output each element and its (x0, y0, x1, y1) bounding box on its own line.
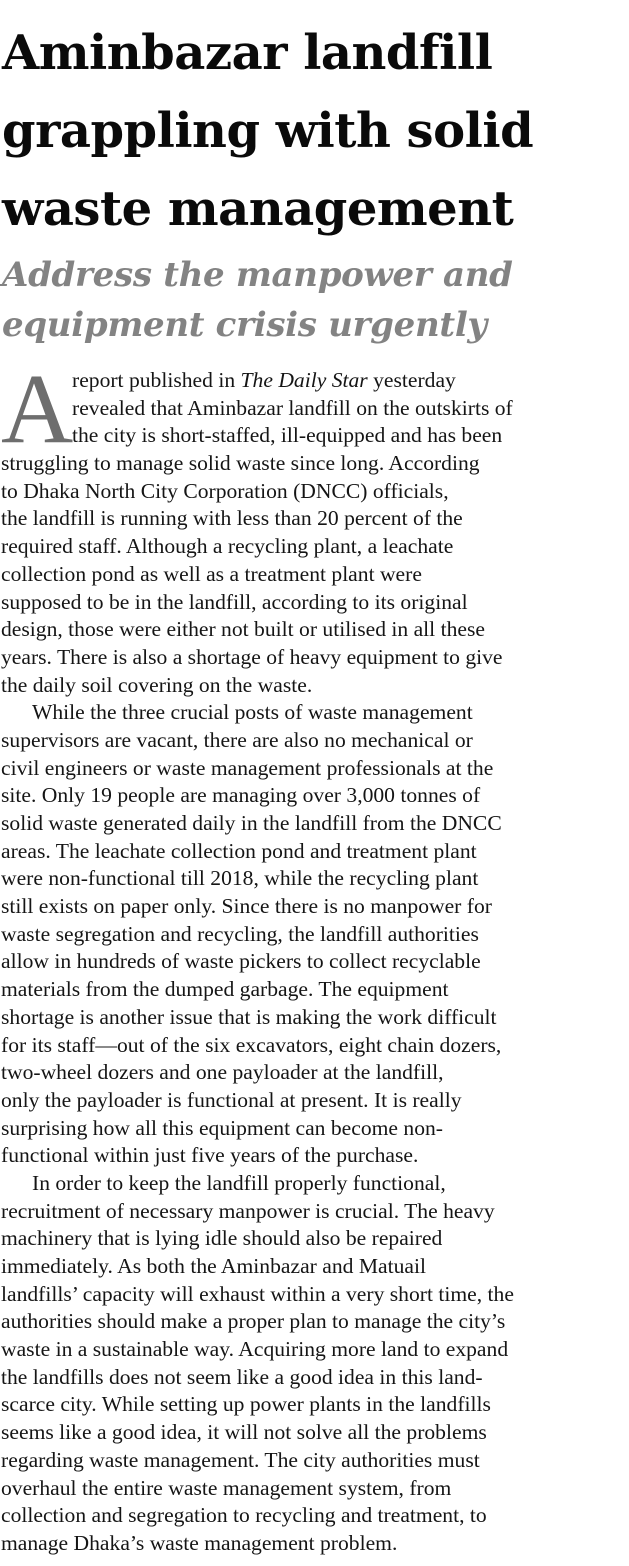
body-line: supervisors are vacant, there are also no mechanical or (1, 727, 473, 752)
body-line: landfills’ capacity will exhaust within a very short time, the (1, 1281, 514, 1306)
body-line: waste in a sustainable way. Acquiring more land to expand (1, 1337, 509, 1362)
body-line: regarding waste management. The city authorities must (1, 1447, 480, 1472)
body-line: In order to keep the landfill properly functional, (32, 1170, 446, 1195)
body-line: supposed to be in the landfill, according to its original (1, 589, 468, 614)
body-line: required staff. Although a recycling plant, a leachate (1, 534, 454, 559)
subheadline-line: equipment crisis urgently (2, 305, 487, 345)
body-line: were non-functional till 2018, while the recycling plant (1, 866, 479, 891)
body-line: solid waste generated daily in the landfill from the DNCC (1, 811, 502, 835)
body-line: collection pond as well as a treatment plant were (1, 561, 422, 586)
body-line: years. There is also a shortage of heavy equipment to give (1, 644, 503, 669)
subheadline-line: Address the manpower and (2, 255, 513, 295)
body-line: machinery that is lying idle should also be repaired (1, 1226, 443, 1251)
body-line: areas. The leachate collection pond and treatment plant (1, 838, 477, 863)
body-line (1, 367, 627, 395)
body-line: authorities should make a proper plan to manage the city’s (1, 1309, 506, 1334)
body-line: the city is short-staffed, ill-equipped and has been (72, 423, 503, 448)
body-line: revealed that Aminbazar landfill on the outskirts of (72, 395, 513, 420)
body-line: overhaul the entire waste management system, from (1, 1475, 452, 1500)
body-line: struggling to manage solid waste since long. According (1, 451, 480, 476)
body-line: scarce city. While setting up power plants in the landfills (1, 1392, 491, 1417)
headline-line: Aminbazar landfill (2, 25, 493, 81)
headline (2, 14, 629, 248)
body-line: site. Only 19 people are managing over 3,000 tonnes of (1, 783, 481, 808)
body-line: the daily soil covering on the waste. (1, 672, 313, 697)
publication-name: The Daily Star (240, 368, 368, 392)
body-line: immediately. As both the Aminbazar and Matuail (1, 1254, 426, 1278)
body-text: yesterday (367, 368, 456, 392)
body-line: manage Dhaka’s waste management problem. (1, 1530, 398, 1555)
paragraph-1 (1, 353, 627, 699)
body-line: waste segregation and recycling, the landfill authorities (1, 921, 479, 946)
body-line: civil engineers or waste management professionals at the (1, 755, 494, 780)
paragraph-2 (1, 699, 627, 1170)
body-line: functional within just five years of the purchase. (1, 1143, 419, 1168)
body-line: recruitment of necessary manpower is crucial. The heavy (1, 1198, 495, 1223)
headline-line: waste management (2, 181, 514, 237)
body-line: materials from the dumped garbage. The equipment (1, 977, 449, 1002)
body-line: While the three crucial posts of waste management (32, 700, 473, 725)
body-line: two-wheel dozers and one payloader at the landfill, (1, 1060, 444, 1085)
body-line: collection and segregation to recycling and treatment, to (1, 1503, 487, 1528)
body-line: seems like a good idea, it will not solve all the problems (1, 1420, 487, 1445)
body-line: the landfill is running with less than 20 percent of the (1, 506, 463, 531)
body-line: still exists on paper only. Since there is no manpower for (1, 894, 492, 919)
body-line: the landfills does not seem like a good idea in this land- (1, 1364, 483, 1389)
body-line: for its staff—out of the six excavators, eight chain dozers, (1, 1032, 502, 1057)
body-line: allow in hundreds of waste pickers to collect recyclable (1, 949, 481, 974)
body-line: to Dhaka North City Corporation (DNCC) officials, (1, 478, 449, 503)
body-line: design, those were either not built or utilised in all these (1, 617, 485, 642)
body-text: report published in (72, 368, 241, 392)
drop-cap: A (1, 353, 74, 464)
headline-line: grappling with solid (2, 103, 534, 159)
paragraph-3 (1, 1170, 627, 1558)
body-line: shortage is another issue that is making the work difficult (1, 1004, 497, 1029)
article-body (1, 353, 627, 1558)
body-line: surprising how all this equipment can become non- (1, 1115, 443, 1140)
body-line: only the payloader is functional at present. It is really (1, 1087, 462, 1112)
subheadline (2, 250, 629, 350)
